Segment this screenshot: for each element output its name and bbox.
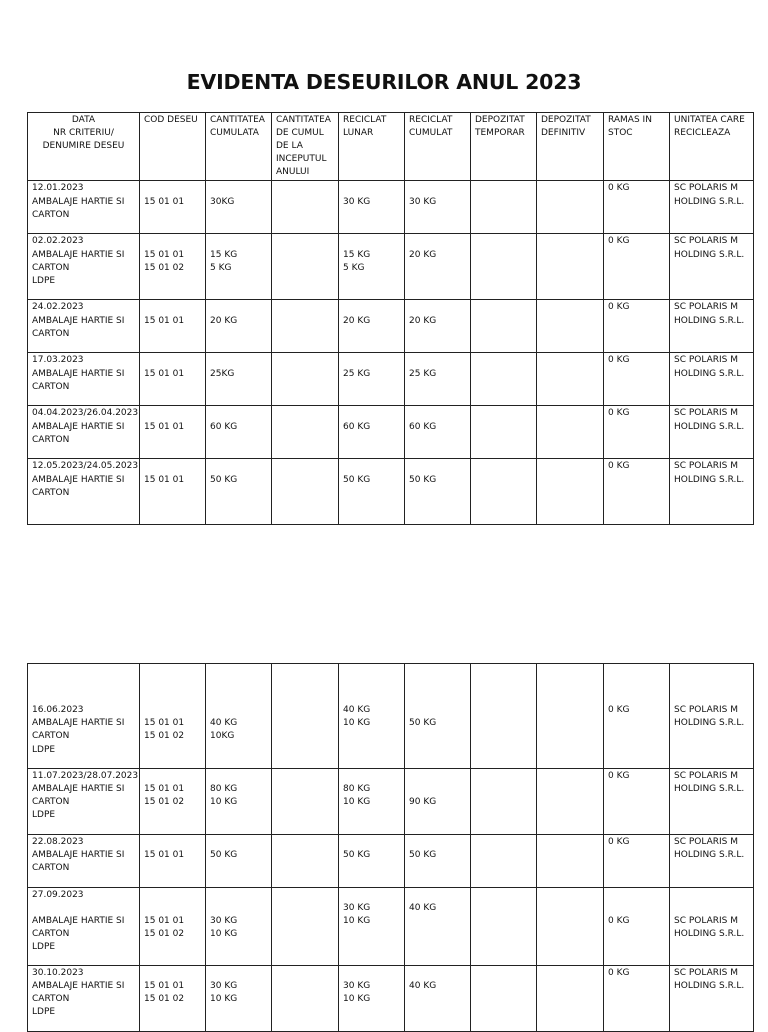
cell-reciclat-lunar: 50 KG <box>339 459 405 525</box>
cell-reciclat-lunar: 25 KG <box>339 353 405 406</box>
cell-reciclat-cumulat: 50 KG <box>405 664 471 769</box>
cell-cantitatea-de-cumul <box>272 835 339 888</box>
table-row <box>28 353 754 406</box>
cell-date-and-waste-name: 16.06.2023 AMBALAJE HARTIE SI CARTON LDPE <box>28 664 140 769</box>
cell-cantitatea-de-cumul <box>272 664 339 769</box>
cell-date-and-waste-name: 12.01.2023 AMBALAJE HARTIE SI CARTON <box>28 181 140 234</box>
header-cantitatea-cumulata: CANTITATEA CUMULATA <box>206 113 272 181</box>
cell-cod-deseu: 15 01 01 15 01 02 <box>140 966 206 1032</box>
cell-cod-deseu: 15 01 01 <box>140 300 206 353</box>
cell-cantitatea-de-cumul <box>272 769 339 835</box>
cell-ramas-in-stoc: 0 KG <box>604 835 670 888</box>
header-reciclat-cumulat: RECICLAT CUMULAT <box>405 113 471 181</box>
cell-reciclat-lunar: 80 KG 10 KG <box>339 769 405 835</box>
cell-cantitatea-de-cumul <box>272 234 339 300</box>
cell-depozitat-temporar <box>471 181 537 234</box>
table-row <box>28 300 754 353</box>
cell-ramas-in-stoc: 0 KG <box>604 406 670 459</box>
header-depozitat-definitiv: DEPOZITAT DEFINITIV <box>537 113 604 181</box>
cell-date-and-waste-name: 11.07.2023/28.07.2023 AMBALAJE HARTIE SI CARTON LDPE <box>28 769 140 835</box>
table-row <box>28 664 754 769</box>
cell-depozitat-definitiv <box>537 300 604 353</box>
waste-table-2 <box>27 663 754 1032</box>
cell-cantitatea-cumulata: 25KG <box>206 353 272 406</box>
cell-depozitat-definitiv <box>537 459 604 525</box>
cell-ramas-in-stoc: 0 KG <box>604 888 670 966</box>
cell-unitatea-care-recicleaza: SC POLARIS M HOLDING S.R.L. <box>670 406 754 459</box>
cell-depozitat-definitiv <box>537 234 604 300</box>
cell-reciclat-lunar: 30 KG 10 KG <box>339 888 405 966</box>
cell-ramas-in-stoc: 0 KG <box>604 181 670 234</box>
cell-unitatea-care-recicleaza: SC POLARIS M HOLDING S.R.L. <box>670 835 754 888</box>
table-row <box>28 234 754 300</box>
cell-depozitat-definitiv <box>537 888 604 966</box>
cell-depozitat-temporar <box>471 353 537 406</box>
cell-unitatea-care-recicleaza: SC POLARIS M HOLDING S.R.L. <box>670 769 754 835</box>
table-row <box>28 888 754 966</box>
header-cod-deseu: COD DESEU <box>140 113 206 181</box>
cell-cod-deseu: 15 01 01 15 01 02 <box>140 769 206 835</box>
cell-reciclat-lunar: 50 KG <box>339 835 405 888</box>
cell-ramas-in-stoc: 0 KG <box>604 353 670 406</box>
cell-date-and-waste-name: 04.04.2023/26.04.2023 AMBALAJE HARTIE SI CARTON <box>28 406 140 459</box>
cell-depozitat-temporar <box>471 300 537 353</box>
cell-depozitat-definitiv <box>537 966 604 1032</box>
cell-cod-deseu: 15 01 01 15 01 02 <box>140 234 206 300</box>
header-depozitat-temporar: DEPOZITAT TEMPORAR <box>471 113 537 181</box>
cell-ramas-in-stoc: 0 KG <box>604 966 670 1032</box>
cell-reciclat-cumulat: 20 KG <box>405 300 471 353</box>
cell-unitatea-care-recicleaza: SC POLARIS M HOLDING S.R.L. <box>670 353 754 406</box>
cell-depozitat-definitiv <box>537 835 604 888</box>
cell-ramas-in-stoc: 0 KG <box>604 300 670 353</box>
cell-depozitat-temporar <box>471 888 537 966</box>
cell-depozitat-definitiv <box>537 181 604 234</box>
cell-depozitat-definitiv <box>537 664 604 769</box>
cell-date-and-waste-name: 24.02.2023 AMBALAJE HARTIE SI CARTON <box>28 300 140 353</box>
cell-reciclat-cumulat: 25 KG <box>405 353 471 406</box>
cell-depozitat-temporar <box>471 234 537 300</box>
cell-reciclat-lunar: 20 KG <box>339 300 405 353</box>
table-row <box>28 406 754 459</box>
cell-depozitat-temporar <box>471 406 537 459</box>
cell-cantitatea-de-cumul <box>272 181 339 234</box>
cell-date-and-waste-name: 17.03.2023 AMBALAJE HARTIE SI CARTON <box>28 353 140 406</box>
cell-cantitatea-cumulata: 40 KG 10KG <box>206 664 272 769</box>
cell-date-and-waste-name: 30.10.2023 AMBALAJE HARTIE SI CARTON LDPE <box>28 966 140 1032</box>
table-row <box>28 835 754 888</box>
cell-cantitatea-de-cumul <box>272 888 339 966</box>
cell-cantitatea-cumulata: 80 KG 10 KG <box>206 769 272 835</box>
cell-reciclat-cumulat: 40 KG <box>405 888 471 966</box>
cell-unitatea-care-recicleaza: SC POLARIS M HOLDING S.R.L. <box>670 459 754 525</box>
cell-cantitatea-cumulata: 30KG <box>206 181 272 234</box>
cell-reciclat-cumulat: 30 KG <box>405 181 471 234</box>
cell-date-and-waste-name: 27.09.2023 AMBALAJE HARTIE SI CARTON LDPE <box>28 888 140 966</box>
header-data-criteriu: DATA NR CRITERIU/ DENUMIRE DESEU <box>28 113 140 181</box>
cell-reciclat-cumulat: 50 KG <box>405 835 471 888</box>
cell-unitatea-care-recicleaza: SC POLARIS M HOLDING S.R.L. <box>670 234 754 300</box>
cell-unitatea-care-recicleaza: SC POLARIS M HOLDING S.R.L. <box>670 300 754 353</box>
cell-cantitatea-cumulata: 30 KG 10 KG <box>206 966 272 1032</box>
cell-depozitat-temporar <box>471 769 537 835</box>
header-cantitatea-de-cumul: CANTITATEA DE CUMUL DE LA INCEPUTUL ANULUI <box>272 113 339 181</box>
cell-ramas-in-stoc: 0 KG <box>604 664 670 769</box>
cell-depozitat-definitiv <box>537 353 604 406</box>
cell-unitatea-care-recicleaza: SC POLARIS M HOLDING S.R.L. <box>670 664 754 769</box>
cell-cantitatea-de-cumul <box>272 300 339 353</box>
cell-date-and-waste-name: 02.02.2023 AMBALAJE HARTIE SI CARTON LDPE <box>28 234 140 300</box>
cell-cantitatea-cumulata: 15 KG 5 KG <box>206 234 272 300</box>
cell-reciclat-cumulat: 90 KG <box>405 769 471 835</box>
cell-cantitatea-cumulata: 50 KG <box>206 459 272 525</box>
cell-unitatea-care-recicleaza: SC POLARIS M HOLDING S.R.L. <box>670 888 754 966</box>
table-row <box>28 769 754 835</box>
cell-reciclat-lunar: 40 KG 10 KG <box>339 664 405 769</box>
cell-cantitatea-de-cumul <box>272 353 339 406</box>
cell-ramas-in-stoc: 0 KG <box>604 769 670 835</box>
cell-reciclat-cumulat: 40 KG <box>405 966 471 1032</box>
header-reciclat-lunar: RECICLAT LUNAR <box>339 113 405 181</box>
cell-cod-deseu: 15 01 01 <box>140 835 206 888</box>
cell-cod-deseu: 15 01 01 <box>140 406 206 459</box>
table-row <box>28 459 754 525</box>
cell-cantitatea-cumulata: 30 KG 10 KG <box>206 888 272 966</box>
cell-ramas-in-stoc: 0 KG <box>604 234 670 300</box>
cell-reciclat-lunar: 60 KG <box>339 406 405 459</box>
cell-depozitat-definitiv <box>537 769 604 835</box>
cell-cantitatea-cumulata: 50 KG <box>206 835 272 888</box>
table-row <box>28 181 754 234</box>
cell-cantitatea-cumulata: 20 KG <box>206 300 272 353</box>
cell-reciclat-lunar: 15 KG 5 KG <box>339 234 405 300</box>
cell-cod-deseu: 15 01 01 15 01 02 <box>140 888 206 966</box>
header-unitatea: UNITATEA CARE RECICLEAZA <box>670 113 754 181</box>
waste-table-1 <box>27 112 754 525</box>
cell-cantitatea-cumulata: 60 KG <box>206 406 272 459</box>
cell-cantitatea-de-cumul <box>272 406 339 459</box>
cell-reciclat-cumulat: 20 KG <box>405 234 471 300</box>
cell-date-and-waste-name: 22.08.2023 AMBALAJE HARTIE SI CARTON <box>28 835 140 888</box>
cell-unitatea-care-recicleaza: SC POLARIS M HOLDING S.R.L. <box>670 966 754 1032</box>
cell-cantitatea-de-cumul <box>272 459 339 525</box>
cell-reciclat-lunar: 30 KG 10 KG <box>339 966 405 1032</box>
header-row <box>28 113 754 181</box>
cell-depozitat-temporar <box>471 835 537 888</box>
cell-reciclat-lunar: 30 KG <box>339 181 405 234</box>
cell-depozitat-temporar <box>471 966 537 1032</box>
header-ramas-in-stoc: RAMAS IN STOC <box>604 113 670 181</box>
cell-cod-deseu: 15 01 01 <box>140 181 206 234</box>
cell-cod-deseu: 15 01 01 <box>140 353 206 406</box>
cell-depozitat-temporar <box>471 664 537 769</box>
cell-ramas-in-stoc: 0 KG <box>604 459 670 525</box>
cell-date-and-waste-name: 12.05.2023/24.05.2023 AMBALAJE HARTIE SI CARTON <box>28 459 140 525</box>
cell-cod-deseu: 15 01 01 15 01 02 <box>140 664 206 769</box>
table-row <box>28 966 754 1032</box>
cell-cantitatea-de-cumul <box>272 966 339 1032</box>
document-title: EVIDENTA DESEURILOR ANUL 2023 <box>186 70 582 94</box>
cell-depozitat-temporar <box>471 459 537 525</box>
cell-cod-deseu: 15 01 01 <box>140 459 206 525</box>
cell-unitatea-care-recicleaza: SC POLARIS M HOLDING S.R.L. <box>670 181 754 234</box>
cell-depozitat-definitiv <box>537 406 604 459</box>
cell-reciclat-cumulat: 60 KG <box>405 406 471 459</box>
cell-reciclat-cumulat: 50 KG <box>405 459 471 525</box>
